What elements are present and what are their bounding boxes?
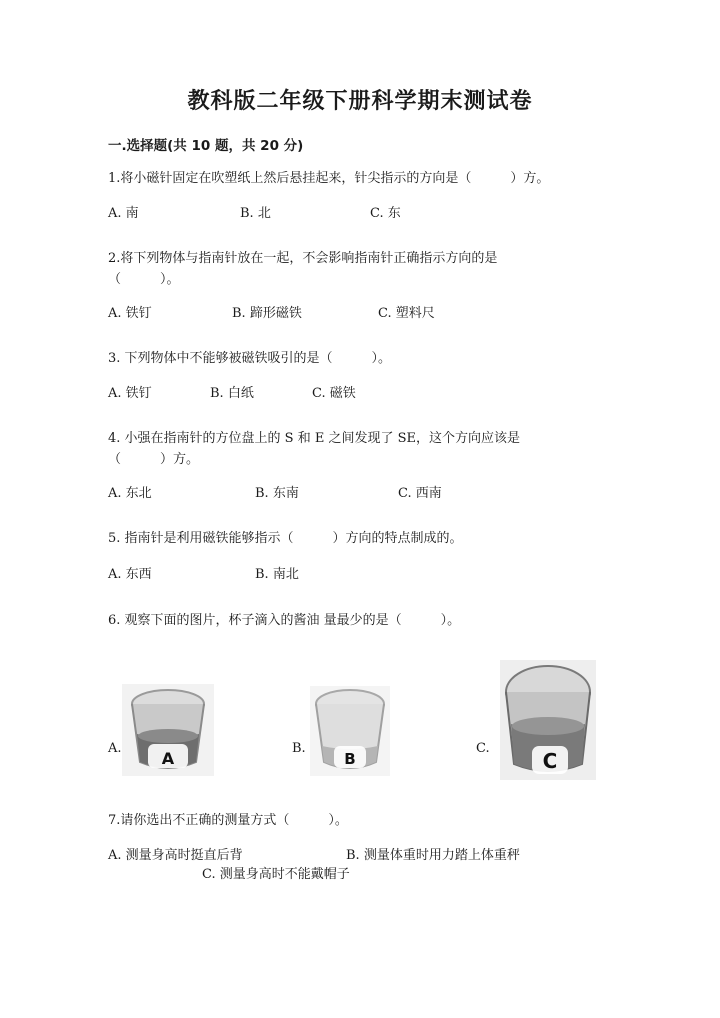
question-5: 5. 指南针是利用磁铁能够指示（ ）方向的特点制成的。 [108, 531, 463, 546]
q7-option-c[interactable]: C. 测量身高时不能戴帽子 [202, 867, 350, 882]
q3-option-c[interactable]: C. 磁铁 [312, 386, 356, 401]
question-2: 2.将下列物体与指南针放在一起，不会影响指南针正确指示方向的是（ ）。 [108, 251, 498, 287]
q3-option-b[interactable]: B. 白纸 [210, 386, 254, 401]
cup-c-image [500, 660, 596, 780]
question-7: 7.请你选出不正确的测量方式（ ）。 [108, 813, 348, 828]
q6-option-c[interactable]: C. [476, 741, 490, 756]
question-6: 6. 观察下面的图片，杯子滴入的酱油 量最少的是（ ）。 [108, 613, 461, 628]
question-1: 1.将小磁针固定在吹塑纸上然后悬挂起来，针尖指示的方向是（ ）方。 [108, 171, 550, 186]
q7-option-a[interactable]: A. 测量身高时挺直后背 [108, 848, 243, 863]
q5-option-b[interactable]: B. 南北 [255, 567, 299, 582]
cup-b-label: B [344, 750, 356, 768]
q7-option-b[interactable]: B. 测量体重时用力踏上体重秤 [346, 848, 520, 863]
q5-option-a[interactable]: A. 东西 [108, 567, 152, 582]
q1-option-b[interactable]: B. 北 [240, 206, 271, 221]
q2-option-a[interactable]: A. 铁钉 [108, 306, 152, 321]
q2-option-b[interactable]: B. 蹄形磁铁 [232, 306, 302, 321]
q4-option-a[interactable]: A. 东北 [108, 486, 152, 501]
cup-c-label: C [542, 749, 558, 773]
question-4: 4. 小强在指南针的方位盘上的 S 和 E 之间发现了 SE，这个方向应该是（ ）方。 [108, 431, 520, 467]
question-3: 3. 下列物体中不能够被磁铁吸引的是（ ）。 [108, 351, 392, 366]
q6-option-b[interactable]: B. [292, 741, 306, 756]
page-title: 教科版二年级下册科学期末测试卷 [187, 89, 533, 114]
q2-option-c[interactable]: C. 塑料尺 [378, 306, 435, 321]
cup-a-image [122, 684, 214, 776]
q1-option-c[interactable]: C. 东 [370, 206, 401, 221]
q4-option-b[interactable]: B. 东南 [255, 486, 299, 501]
q3-option-a[interactable]: A. 铁钉 [108, 386, 152, 401]
cup-b-image [310, 686, 390, 776]
q1-option-a[interactable]: A. 南 [108, 206, 139, 221]
cup-a-label: A [161, 749, 175, 768]
q6-option-a[interactable]: A. [108, 741, 122, 756]
section-heading: 一.选择题(共 10 题，共 20 分) [108, 138, 304, 154]
q4-option-c[interactable]: C. 西南 [398, 486, 442, 501]
